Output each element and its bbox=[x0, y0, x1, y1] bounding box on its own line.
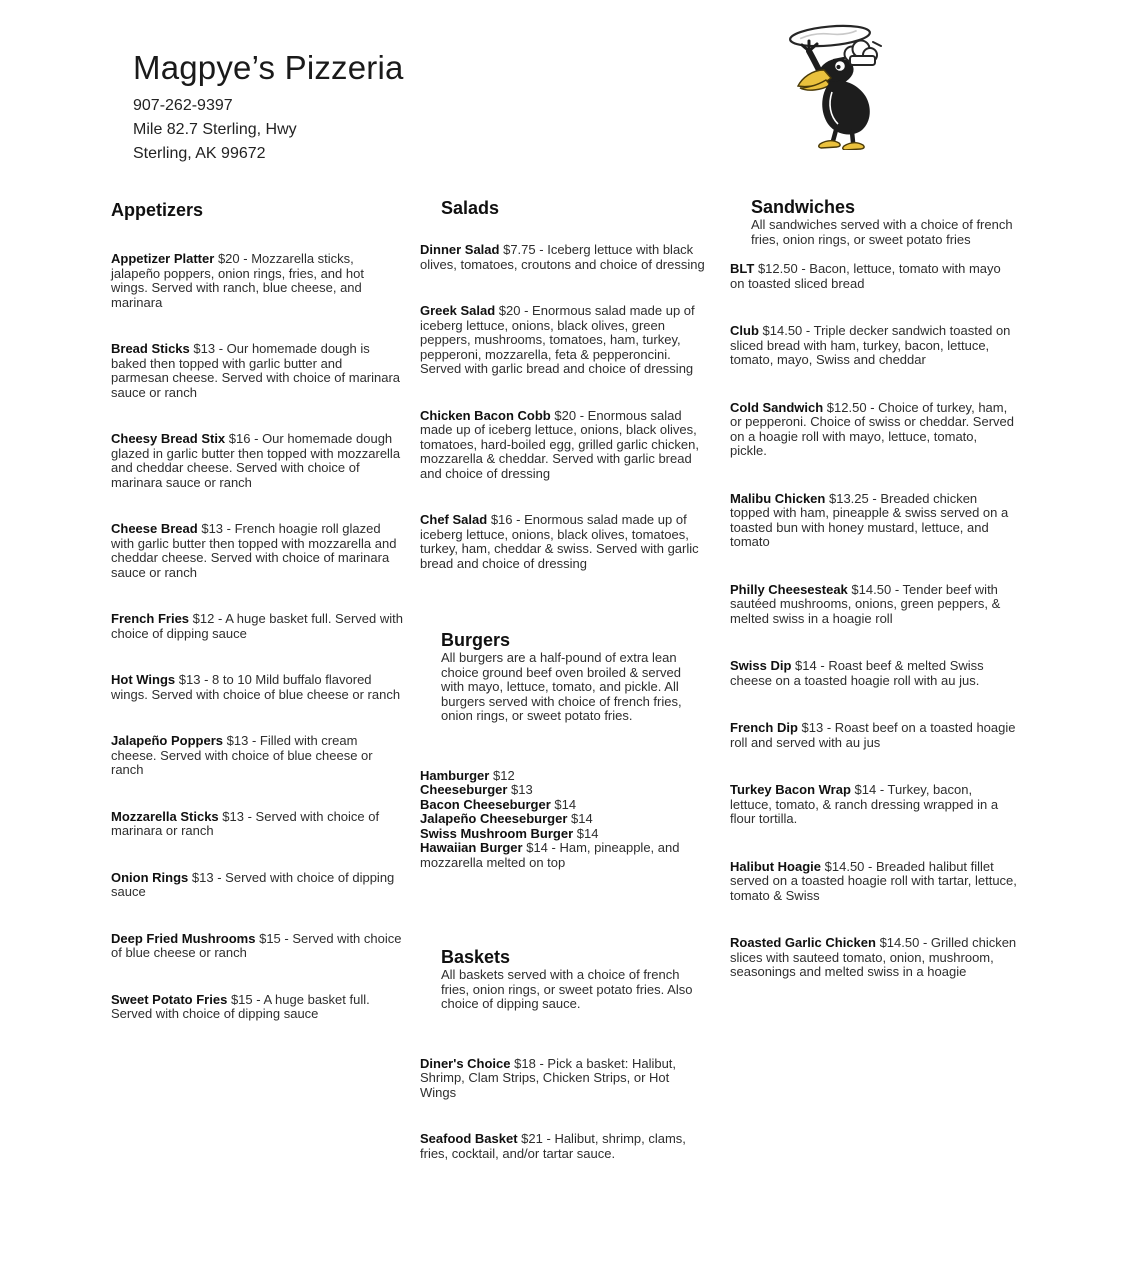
menu-item-swiss-dip bbox=[730, 659, 1017, 688]
item-desc: - Turkey, bacon, lettuce, tomato, & ranch dressing wrapped in a flour tortilla. bbox=[730, 782, 999, 826]
item-price: $21 bbox=[521, 1131, 543, 1146]
item-price: $13 bbox=[178, 672, 201, 687]
item-price: $7.75 bbox=[503, 242, 536, 257]
item-desc: - Breaded halibut fillet served on a toasted hoagie roll with tartar, lettuce, tomato & Swiss bbox=[730, 858, 1017, 903]
item-desc: - Enormous salad made up of iceberg lettuce, onions, black olives, tomatoes, turkey, ham, cheddar & swiss. Served with garlic bread and choice of dressing bbox=[420, 512, 699, 571]
item-desc: - Served with choice of marinara or ranch bbox=[111, 808, 380, 838]
appetizers-heading: Appetizers bbox=[111, 200, 204, 220]
item-name: Roasted Garlic Chicken bbox=[730, 935, 876, 950]
item-price: $12.50 bbox=[757, 261, 798, 276]
menu-item-greek-salad bbox=[420, 304, 706, 377]
item-price: $14 bbox=[854, 782, 877, 797]
menu-item-chicken-bacon-cobb bbox=[420, 409, 706, 482]
appetizers-column bbox=[111, 200, 403, 1054]
item-name: Halibut Hoagie bbox=[730, 858, 822, 874]
magpie-chef-logo bbox=[778, 18, 902, 150]
item-desc: - Our homemade dough glazed in garlic butter then topped with mozzarella and cheddar cheese. Served with choice of marinara sauce or ranch bbox=[111, 431, 401, 490]
item-name: BLT bbox=[730, 261, 755, 276]
item-desc: - Bacon, lettuce, tomato with mayo on toasted sliced bread bbox=[730, 261, 1001, 291]
item-desc: - A huge basket full. Served with choice of dipping sauce bbox=[111, 611, 403, 641]
menu-item-cheesy-bread-stix bbox=[111, 432, 403, 490]
item-name: French Fries bbox=[111, 611, 190, 626]
item-name: Diner's Choice bbox=[420, 1055, 511, 1071]
burgers-heading: Burgers bbox=[441, 630, 511, 650]
menu-item-hot-wings bbox=[111, 673, 403, 702]
item-price: $13 bbox=[801, 720, 824, 735]
item-name: Malibu Chicken bbox=[730, 490, 826, 506]
item-desc: - Pick a basket: Halibut, Shrimp, Clam Strips, Chicken Strips, or Hot Wings bbox=[420, 1055, 677, 1100]
item-desc: - Our homemade dough is baked then topped with garlic butter and parmesan cheese. Served with choice of marinara sauce or ranch bbox=[111, 341, 401, 400]
item-price: $14 bbox=[576, 825, 599, 841]
burgers-list bbox=[420, 769, 706, 871]
item-desc: - Roast beef on a toasted hoagie roll and served with au jus bbox=[730, 720, 1016, 750]
restaurant-header bbox=[133, 48, 404, 166]
item-name: Hamburger bbox=[420, 767, 490, 783]
item-name: Onion Rings bbox=[111, 869, 189, 885]
item-name: Hot Wings bbox=[111, 672, 176, 687]
menu-item-appetizer-platter bbox=[111, 252, 403, 310]
menu-item-deep-fried-mushrooms bbox=[111, 932, 403, 961]
menu-item-french-dip bbox=[730, 721, 1017, 750]
sandwiches-intro: All sandwiches served with a choice of french fries, onion rings, or sweet potato fries bbox=[751, 217, 1013, 247]
menu-item-swiss-mushroom-burger bbox=[420, 827, 706, 842]
menu-item-cheese-bread bbox=[111, 522, 403, 580]
restaurant-address-line2: Sterling, AK 99672 bbox=[133, 145, 266, 162]
item-desc: - Mozzarella sticks, jalapeño poppers, onion rings, fries, and hot wings. Served with ranch, blue cheese, and marinara bbox=[111, 251, 364, 310]
item-price: $13 bbox=[201, 521, 224, 536]
menu-item-club bbox=[730, 324, 1017, 368]
item-desc: - Served with choice of dipping sauce bbox=[111, 869, 395, 899]
item-desc: - Enormous salad made up of iceberg lettuce, onions, black olives, green peppers, mushrooms, tomatoes, ham, turkey, pepperoni, mozzarella, feta & pepperoncini. Served with garlic bread and choice of dressing bbox=[420, 303, 695, 376]
salads-section bbox=[420, 198, 706, 571]
menu-item-turkey-bacon-wrap bbox=[730, 783, 1017, 827]
menu-item-dinner-salad bbox=[420, 243, 706, 272]
middle-column bbox=[420, 198, 706, 1193]
menu-item-roasted-garlic-chicken bbox=[730, 936, 1017, 980]
item-price: $13 bbox=[226, 733, 249, 748]
menu-item-philly-cheesesteak bbox=[730, 583, 1017, 627]
menu-item-chef-salad bbox=[420, 513, 706, 571]
item-desc: - Roast beef & melted Swiss cheese on a toasted hoagie roll with au jus. bbox=[730, 658, 984, 688]
item-name: Chef Salad bbox=[420, 512, 488, 527]
restaurant-contact bbox=[133, 94, 404, 166]
item-price: $14 bbox=[526, 840, 548, 855]
item-desc: - Iceberg lettuce with black olives, tomatoes, croutons and choice of dressing bbox=[420, 242, 705, 272]
item-desc: - Served with choice of blue cheese or ranch bbox=[111, 930, 402, 960]
menu-item-jalapeno-cheeseburger bbox=[420, 812, 706, 827]
magpie-chef-icon bbox=[778, 18, 902, 150]
item-desc: - 8 to 10 Mild buffalo flavored wings. Served with choice of blue cheese or ranch bbox=[111, 672, 401, 702]
menu-item-diners-choice bbox=[420, 1057, 706, 1101]
menu-item-bacon-cheeseburger bbox=[420, 798, 706, 813]
item-price: $13 bbox=[511, 782, 533, 797]
item-name: French Dip bbox=[730, 720, 798, 735]
item-name: Jalapeño Cheeseburger bbox=[420, 811, 568, 826]
item-desc: - Halibut, shrimp, clams, fries, cocktail, and/or tartar sauce. bbox=[420, 1131, 686, 1161]
item-price: $12.50 bbox=[826, 399, 867, 415]
item-name: Cheeseburger bbox=[420, 782, 508, 797]
burgers-section bbox=[420, 630, 706, 870]
item-price: $13 bbox=[191, 869, 214, 885]
item-name: Philly Cheesesteak bbox=[730, 581, 848, 597]
item-price: $13.25 bbox=[828, 490, 869, 506]
burgers-intro: All burgers are a half-pound of extra lean choice ground beef oven broiled & served with mayo, lettuce, tomato, and pickle. All burgers served with choice of french fries, onion rings, or sweet potato fries. bbox=[441, 650, 682, 723]
item-name: Mozzarella Sticks bbox=[111, 808, 219, 824]
menu-item-sweet-potato-fries bbox=[111, 993, 403, 1022]
item-price: $16 bbox=[490, 512, 513, 527]
baskets-heading: Baskets bbox=[441, 947, 511, 967]
item-name: Jalapeño Poppers bbox=[111, 733, 223, 748]
item-price: $13 bbox=[222, 808, 244, 824]
item-desc: - Choice of turkey, ham, or pepperoni. Choice of swiss or cheddar. Served on a hoagie roll with mayo, lettuce, tomato, pickle. bbox=[730, 399, 1014, 458]
menu-item-malibu-chicken bbox=[730, 492, 1017, 550]
item-price: $20 bbox=[217, 251, 240, 266]
item-name: Cheesy Bread Stix bbox=[111, 431, 226, 446]
item-desc: - Grilled chicken slices with sauteed tomato, onion, mushroom, seasonings and melted swiss in a hoagie bbox=[730, 935, 1017, 979]
baskets-section bbox=[420, 947, 706, 1161]
salads-heading: Salads bbox=[441, 198, 500, 218]
item-price: $12 bbox=[492, 767, 515, 783]
sandwiches-heading: Sandwiches bbox=[751, 197, 856, 217]
item-name: Cheese Bread bbox=[111, 521, 198, 536]
restaurant-address-line1: Mile 82.7 Sterling, Hwy bbox=[133, 121, 297, 138]
item-name: Bacon Cheeseburger bbox=[420, 796, 551, 812]
item-name: Bread Sticks bbox=[111, 341, 190, 356]
item-desc: - Tender beef with sautéed mushrooms, onions, green peppers, & melted swiss in a hoagie roll bbox=[730, 581, 1001, 626]
menu-item-french-fries bbox=[111, 612, 403, 641]
item-name: Swiss Mushroom Burger bbox=[420, 825, 574, 841]
item-name: Appetizer Platter bbox=[111, 251, 215, 266]
item-price: $14.50 bbox=[851, 581, 892, 597]
item-price: $12 bbox=[192, 611, 215, 626]
menu-item-seafood-basket bbox=[420, 1132, 706, 1161]
item-price: $18 bbox=[514, 1055, 536, 1071]
item-price: $13 bbox=[193, 341, 216, 356]
item-desc: - Filled with cream cheese. Served with choice of blue cheese or ranch bbox=[111, 733, 373, 777]
item-name: Dinner Salad bbox=[420, 242, 500, 257]
item-price: $20 bbox=[498, 303, 521, 318]
menu-item-hawaiian-burger bbox=[420, 841, 706, 870]
item-price: $15 bbox=[259, 930, 281, 946]
item-name: Swiss Dip bbox=[730, 658, 792, 673]
restaurant-phone: 907-262-9397 bbox=[133, 97, 233, 114]
item-name: Sweet Potato Fries bbox=[111, 991, 228, 1007]
item-name: Seafood Basket bbox=[420, 1131, 518, 1146]
item-name: Club bbox=[730, 323, 759, 338]
item-price: $14 bbox=[554, 796, 577, 812]
item-price: $20 bbox=[554, 407, 577, 423]
item-name: Hawaiian Burger bbox=[420, 840, 523, 855]
menu-item-hamburger bbox=[420, 769, 706, 784]
menu-item-onion-rings bbox=[111, 871, 403, 900]
item-desc: - A huge basket full. Served with choice of dipping sauce bbox=[111, 991, 370, 1021]
page-title: Magpye’s Pizzeria bbox=[133, 49, 404, 86]
menu-item-jalapeno-poppers bbox=[111, 734, 403, 778]
sandwiches-column bbox=[730, 197, 1017, 1013]
item-price: $14 bbox=[795, 658, 817, 673]
menu-item-halibut-hoagie bbox=[730, 860, 1017, 904]
menu-item-cheeseburger bbox=[420, 783, 706, 798]
item-name: Chicken Bacon Cobb bbox=[420, 407, 551, 423]
menu-item-bread-sticks bbox=[111, 342, 403, 400]
menu-item-blt bbox=[730, 262, 1017, 291]
menu-item-mozzarella-sticks bbox=[111, 810, 403, 839]
item-price: $14 bbox=[571, 811, 593, 826]
item-desc: - Enormous salad made up of iceberg lettuce, onions, black olives, tomatoes, hard-boiled egg, grilled garlic chicken, mozzarella & cheddar. Served with garlic bread and choice of dressing bbox=[420, 407, 699, 481]
menu-item-cold-sandwich bbox=[730, 401, 1017, 459]
item-name: Turkey Bacon Wrap bbox=[730, 782, 851, 797]
item-desc: - French hoagie roll glazed with garlic butter then topped with mozzarella and cheddar cheese. Served with choice of marinara sauce or ranch bbox=[111, 521, 397, 580]
item-price: $16 bbox=[228, 431, 251, 446]
item-name: Cold Sandwich bbox=[730, 399, 824, 415]
item-name: Deep Fried Mushrooms bbox=[111, 930, 256, 946]
item-price: $14.50 bbox=[824, 858, 865, 874]
item-price: $14.50 bbox=[879, 935, 920, 950]
item-price: $14.50 bbox=[762, 323, 803, 338]
item-price: $15 bbox=[230, 991, 253, 1007]
item-desc: - Ham, pineapple, and mozzarella melted on top bbox=[420, 840, 680, 870]
baskets-intro: All baskets served with a choice of french fries, onion rings, or sweet potato fries. Also choice of dipping sauce. bbox=[441, 967, 693, 1011]
item-desc: - Breaded chicken topped with ham, pineapple & swiss served on a toasted bun with honey mustard, lettuce, and tomato bbox=[730, 490, 1009, 549]
item-name: Greek Salad bbox=[420, 303, 496, 318]
item-desc: - Triple decker sandwich toasted on sliced bread with ham, turkey, bacon, lettuce, tomato, mayo, Swiss and cheddar bbox=[730, 323, 1011, 367]
